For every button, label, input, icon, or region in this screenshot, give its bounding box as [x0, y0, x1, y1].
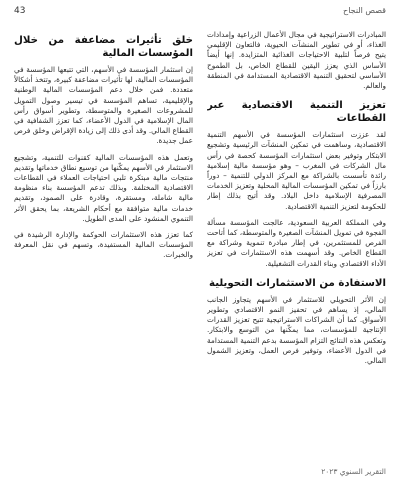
section-heading-economic-development: تعزيز التنمية الاقتصادية عبر القطاعات: [207, 100, 386, 125]
body-paragraph: إن استثمار المؤسسة في الأسهم، التي تتبعها المؤسسة في المؤسسات المالية، لها تأثيرات مضاعفة كبيرة، وتتخذ أشكالاً متعددة. فمن خلال دعم المؤسسات المالية الوطنية والإقليمية، تساهم المؤسسة في تيسير وصول التمويل للمشروعات الصغيرة والمتوسطة، وتطوير أسواق رأس المال الإسلامية في الدول الأعضاء، كما تعزز الشفافية في القطاع المالي. وقد أدى ذلك إلى زيادة الإقراض وخلق فرص عمل جديدة.: [14, 65, 193, 146]
footer-text: التقرير السنوي ٢٠٢٣: [321, 467, 386, 476]
page-footer: [14, 459, 386, 476]
body-paragraph: إن الأثر التحويلي للاستثمار في الأسهم يتجاوز الجانب المالي، إذ يساهم في تحفيز النمو الاقتصادي وتطوير الأسواق. كما أن الشراكات الاستراتيجية تتيح تعزيز القدرات الإنتاجية للمؤسسات، مما يمكّنها من التوسع والابتكار. وتعكس هذه النتائج التزام المؤسسة بدعم التنمية المستدامة في الدول الأعضاء، وتوفير فرص العمل، وتعزيز الشمول المالي.: [207, 294, 386, 366]
right-column: [207, 30, 386, 453]
left-column: [14, 30, 193, 453]
running-title: قصص النجاح: [343, 6, 386, 15]
section-heading-multiplier-effects: خلق تأثيرات مضاعفة من خلال المؤسسات المالية: [14, 35, 193, 59]
body-paragraph: كما تعزز هذه الاستثمارات الحوكمة والإدارة الرشيدة في المؤسسات المالية المستفيدة، وتسهم في نقل المعرفة والخبرات.: [14, 230, 193, 260]
two-column-body: [14, 30, 386, 453]
intro-paragraph: المبادرات الاستراتيجية في مجال الأعمال الزراعية وإمدادات الغذاء، أو في تطوير المنشآت الحيوية، فالتعاون الإقليمي يتيح فرصاً لتلبية الاحتياجات الغذائية المتزايدة. إنها أيضاً الأساس الذي يعزز اليقين للقطاع الخاص، بل الطموح الأساسي لتحقيق التنمية الاقتصادية المستدامة في المنطقة والعالم.: [207, 30, 386, 91]
page-number: 43: [14, 6, 26, 16]
body-paragraph: وتعمل هذه المؤسسات المالية كقنوات للتنمية، وتشجيع الاستثمار في الأسهم يمكّنها من توسيع نطاق خدماتها وتقديم منتجات مالية مبتكرة تلبي احتياجات العملاء في القطاعات الاقتصادية المختلفة. وبذلك تدعم المؤسسة بناء منظومة مالية شاملة، ومستقرة، وقادرة على الصمود، وتقديم خدمات مالية متوافقة مع أحكام الشريعة، بما يحقق الأثر التنموي المنشود على المدى الطويل.: [14, 152, 193, 223]
page-header: [14, 6, 386, 22]
body-paragraph: لقد عززت استثمارات المؤسسة في الأسهم التنمية الاقتصادية، وساهمت في تمكين المنشآت الرئيسية وتشجيع الابتكار وتوفير بعض استثمارات المؤسسة كحصة في رأس مال الشركات في المغرب – وهو مؤسسة مالية إسلامية رائدة تأسست بالشراكة مع المركز الدولي للتنمية – دوراً بارزاً في تمكين المؤسسات المالية المحلية وتعزيز الخدمات المصرفية الإسلامية داخل البلاد. وقد أتيح بذلك إطار للحكومة لتعزيز التنمية الاقتصادية.: [207, 130, 386, 211]
body-paragraph: وفي المملكة العربية السعودية، عالجت المؤسسة مسألة الفجوة في تمويل المنشآت الصغيرة والمتوسطة، كما أتاحت الفرص للمستثمرين، في إطار مبادرة تنموية وشراكة مع القطاع الخاص. وقد أسهمت هذه الاستثمارات في تعزيز الأداء الاقتصادي وبناء القدرات التشغيلية.: [207, 217, 386, 268]
section-heading-transformative-investments: الاستفادة من الاستثمارات التحويلية: [209, 277, 386, 289]
